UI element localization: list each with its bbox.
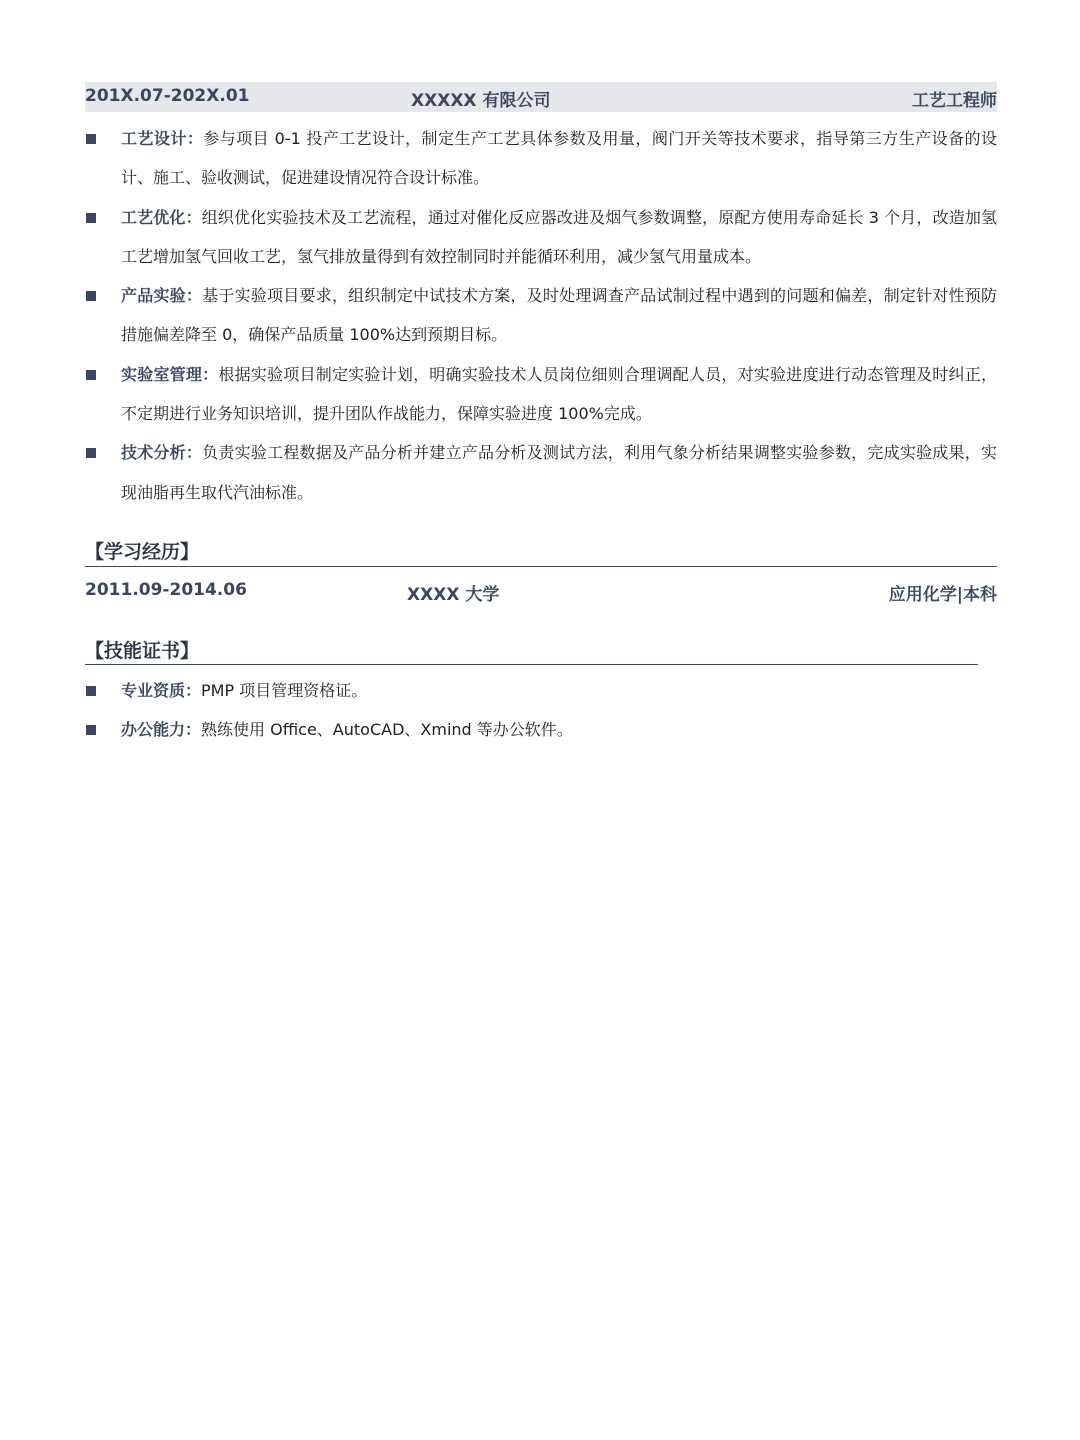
duty-text: 基于实验项目要求，组织制定中试技术方案，及时处理调查产品试制过程中遇到的问题和偏差，制定针对性预防措施偏差降至 0，确保产品质量 100%达到预期目标。 [121,286,997,345]
skill-label: 专业资质： [121,681,202,700]
job-date: 201X.07-202X.01 [85,86,250,106]
work-duties-list [85,119,997,512]
duty-text: 负责实验工程数据及产品分析并建立产品分析及测试方法，利用气象分析结果调整实验参数，完成实验成果，实现油脂再生取代汽油标准。 [121,443,997,502]
skill-label: 办公能力： [121,720,202,740]
duty-label: 工艺设计： [121,129,204,148]
education-date: 2011.09-2014.06 [85,580,247,600]
square-bullet-icon [86,448,96,458]
education-section-title: 【学习经历】 [85,541,200,563]
duty-text: 参与项目 0-1 投产工艺设计，制定生产工艺具体参数及用量，阀门开关等技术要求，指导第三方生产设备的设计、施工、验收测试，促进建设情况符合设计标准。 [121,129,997,188]
education-divider [85,566,997,567]
duty-item [85,276,997,355]
skill-item [85,710,997,749]
skill-item [85,671,997,710]
duty-text: 根据实验项目制定实验计划，明确实验技术人员岗位细则合理调配人员，对实验进度进行动态管理及时纠正，不定期进行业务知识培训，提升团队作战能力，保障实验进度 100%完成。 [121,364,997,424]
duty-label: 产品实验： [121,286,203,306]
duty-label: 实验室管理： [121,364,219,384]
square-bullet-icon [86,686,96,696]
duty-item [85,119,997,198]
skills-list [85,671,997,750]
square-bullet-icon [86,134,96,144]
skills-divider [85,664,978,665]
duty-item [85,433,997,512]
skills-section-title: 【技能证书】 [85,640,200,662]
education-major: 应用化学|本科 [888,585,997,605]
square-bullet-icon [86,725,96,735]
duty-item [85,198,997,277]
duty-item [85,355,997,434]
duty-text: 组织优化实验技术及工艺流程，通过对催化反应器改进及烟气参数调整，原配方使用寿命延长 3 个月，改造加氢工艺增加氢气回收工艺，氢气排放量得到有效控制同时并能循环利用，减少氢气用量成本。 [121,207,997,266]
skill-text: PMP 项目管理资格证。 [201,681,368,700]
education-row [85,580,997,604]
square-bullet-icon [86,370,96,380]
education-school: XXXX 大学 [407,585,500,605]
duty-label: 技术分析： [121,443,203,463]
duty-label: 工艺优化： [121,207,202,227]
job-header-bar [85,82,997,112]
square-bullet-icon [86,291,96,301]
skill-text: 熟练使用 Office、AutoCAD、Xmind 等办公软件。 [201,720,573,740]
square-bullet-icon [86,213,96,223]
job-company: XXXXX 有限公司 [411,91,551,111]
job-role: 工艺工程师 [912,91,997,111]
